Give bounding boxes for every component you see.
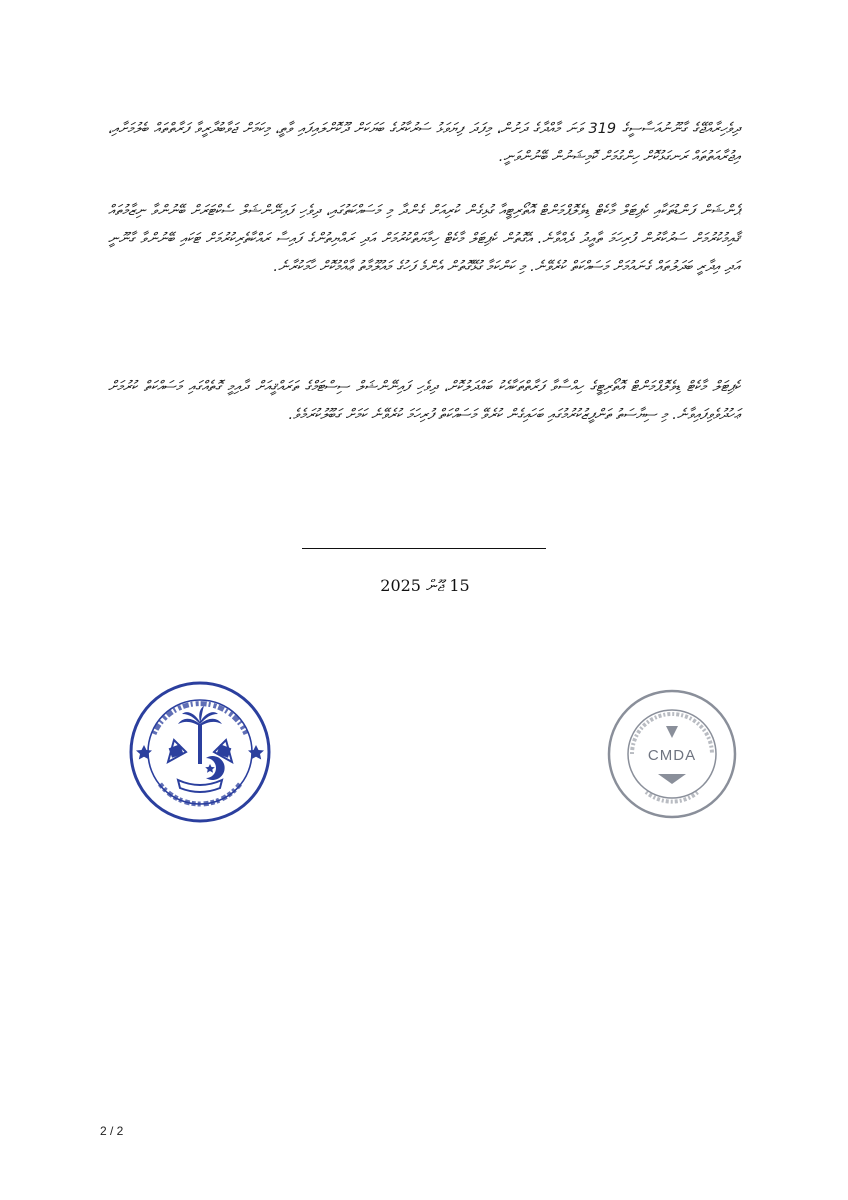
paragraph-1: ދިވެހިރާއްޖޭގެ ގާނޫނުއަސާސީގެ 319 ވަނަ މާއްދާގެ ދަށުން، މިފަދަ ފިޔަވަޅު ސަރުކާރުގެ ބަޔަކަށް ދޫކޮށްލައިފައި ވާތީ، މިކަމަށް ޖަވާބުދާރީވާ ފަރާތްތައް ބެލުމަށާއި، އިޖުރާއަތުތައް ރަނގަޅުކޮށް ހިންގުމަށް ކޮމިޝަނުން ބޭނުންވަނީ.	[108, 120, 741, 165]
signature-line	[302, 548, 546, 549]
paragraph-2: ޕެންޝަން ފަންޑުތަކާއި ކެޕިޓަލް މާކެޓް ޑިވެލޮޕްމަންޓް އޮތޯރިޓީއާ ގުޅިގެން ކުރިއަށް ގެންދާ މި މަސައްކަތުގައި، ދިވެހި ފައިނޭންޝަލް ސެކްޓަރަށް ބޭނުންވާ ނިޒާމުތައް ޤާއިމުކުރުމަށް ސަރުކާރުން ފުރިހަމަ ތާއީދު ދެއްވާނެ. އެގޮތުން ކެޕިޓަލް މާކެޓް ހިމާޔަތްކުރުމަށް އަދި ރައްޔިތުންގެ ފައިސާ ރައްކާތެރިކުރުމަށް ޓަކައި ބޭނުންވާ ގާނޫނީ އަދި އިދާރީ ބަދަލުތައް ގެނައުމަށް މަސައްކަތް ކުރެވޭނެ. މި ކަންކަމާ ގުޅޭގޮތުން އެންމެ ފަހުގެ މައުލޫމާތު ޢާއްމުކޮށް ހާމަކުރާނެ.	[108, 202, 740, 275]
page-number: 2 / 2	[100, 1124, 124, 1138]
cmda-seal-icon	[606, 688, 738, 820]
document-date: 15 ޖޫން 2025	[380, 576, 470, 595]
paragraph-3: ކެޕިޓަލް މާކެޓް ޑިވެލޮޕްމަންޓް އޮތޯރިޓީގެ ހިއްސާވާ ފަރާތްތަކާއެކު ބައްދަލުކޮށް، ދިވެހި ފައިނޭންޝަލް ސިސްޓަމްގެ ތަރައްޤީއަށް ދާއިމީ ގޮތެއްގައި މަސައްކަތް ކުރުމަށް ޢަހުދުވެވިފައިވާނެ. މި ސިޔާސަތު ތަންފީޒުކުރުމުގައި ބަހައިގެން ކުރެވޭ މަސައްކަތް ފުރިހަމަ ކުރެވޭނެ ކަމަށް ގަބޫލުކުރަމެވެ.	[108, 378, 740, 423]
government-seal-icon	[128, 680, 272, 824]
svg-text:CMDA: CMDA	[647, 747, 697, 764]
